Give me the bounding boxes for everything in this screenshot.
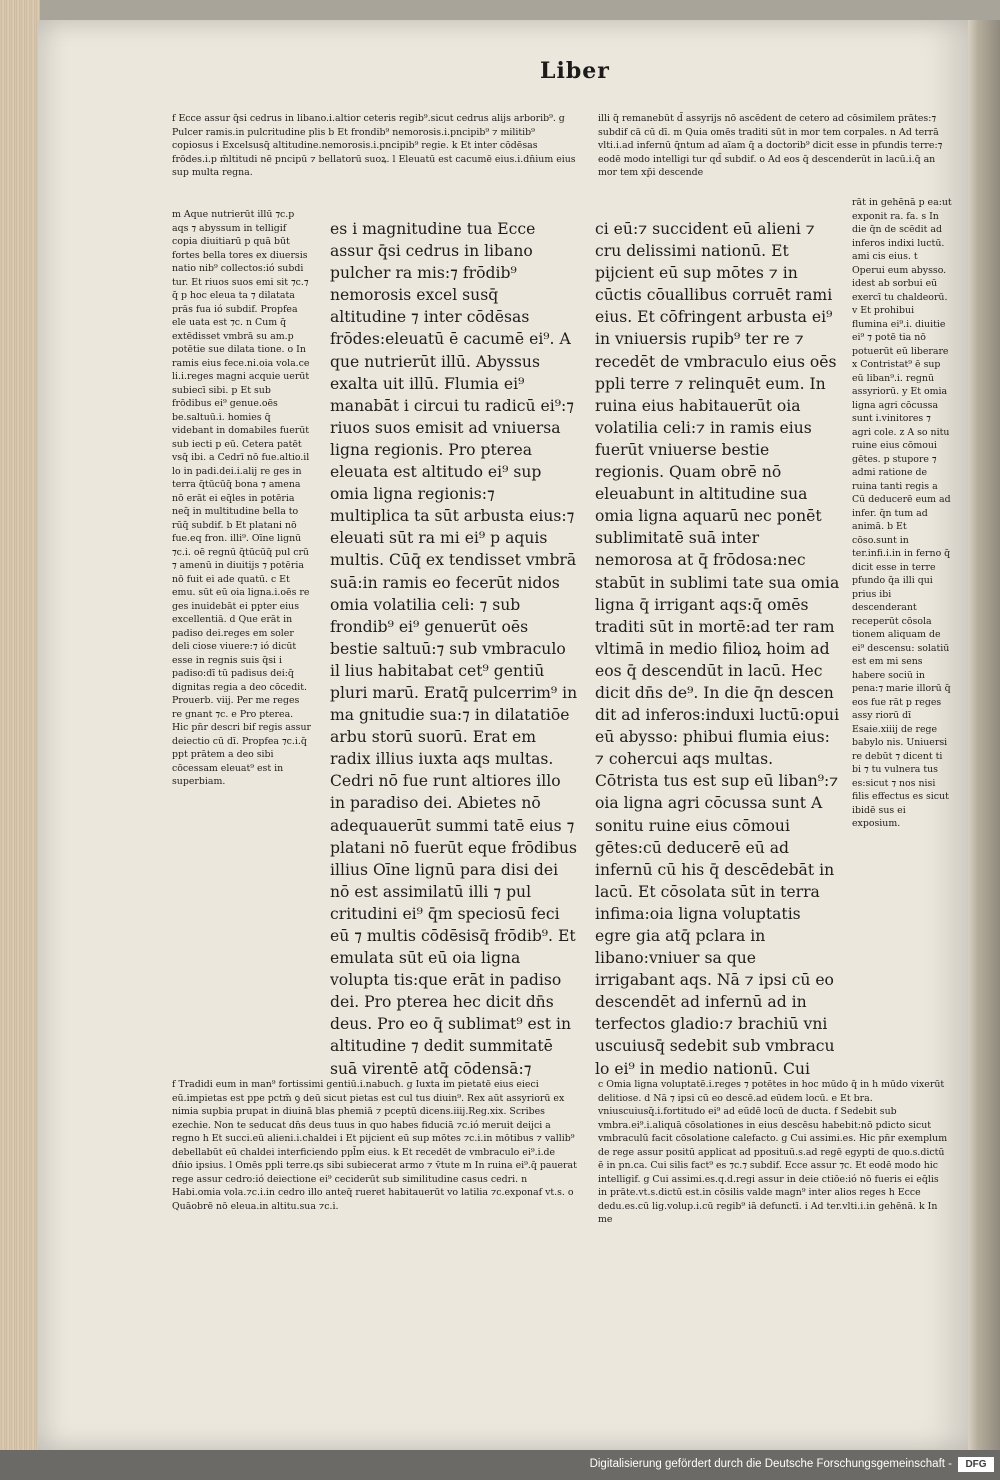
book-gutter-edge (968, 20, 1000, 1450)
gloss-bottom-left: f Tradidi eum in man⁹ fortissimi gentiū.i.nabuch. g Iuxta im pietatē eius eieci eū.impietas est ppe pctm̄ ꝯ deū sicut pietas est cul tus diuin⁹. Rex aūt assyriorū ex nimia supbia prupat in diuinā blas phemiā ⁊ pceptū dicens.iiij.Reg.xix. Scribes ezechie. Non te seducat dn̄s deus tuus in quo habes fiduciā ⁊c.ió meruit deijci a regno h Et succi.eū alieni.i.chaldei i Et pijcient eū sup mōtes ⁊c.i.in mōtibus ⁊ vallib⁹ debellabūt eū chaldei interficiendo ppl̄m eius. k Et recedēt de vmbraculo ei⁹.i.de dn̄io ipsius. l Omēs ppli terre.qs sibi subiecerat armo ⁊ v̄tute m In ruina ei⁹.q̄ pauerat rege assur cedro:ió deiectione ei⁹ ceciderūt sub similitudine casus cedri. n Habi.omia vola.⁊c.i.in cedro illo anteq̄ rueret habitauerūt vo latilia ⁊c.exponaf vt.s. o Quāobrē nō eleua.in altitu.sua ⁊c.i. (172, 1079, 577, 1212)
funding-credit: Digitalisierung gefördert durch die Deutsche Forschungsgemeinschaft - (589, 1458, 952, 1470)
main-text-column-1: es i magnitudine tua Ecce assur q̄si cedrus in libano pulcher ra mis:⁊ frōdib⁹ nemorosis excel susq̄ altitudine ⁊ inter cōdēsas frōdes:eleuatū ē cacumē ei⁹. A que nutrierūt illū. Abyssus exalta uit illū. Flumia ei⁹ manabāt i circui tu radicū ei⁹:⁊ riuos suos emisit ad vniuersa ligna regionis. Pro pterea eleuata est altitudo ei⁹ sup omia ligna regionis:⁊ multiplica ta sūt arbusta eius:⁊ eleuati sūt ra mi ei⁹ p aquis multis. Cūq̄ ex tendisset vmbrā suā:in ramis eo fecerūt nidos omia volatilia celi: ⁊ sub frondib⁹ ei⁹ genuerūt oēs bestie saltuū:⁊ sub vmbraculo il lius habitabat cet⁹ gentiū pluri marū. Eratq̄ pulcerrim⁹ in ma gnitudie sua:⁊ in dilatatiōe arbu storū suorū. Erat em radix illius iuxta aqs multas. Cedri nō fue runt altiores illo in paradiso dei. Abietes nō adequauerūt summi tatē eius ⁊ platani nō fuerūt eque frōdibus illius Oīne lignū para disi dei nō est assimilatū illi ⁊ pul critudini ei⁹ q̄m speciosū feci eū ⁊ multis cōdēsisq̄ frōdib⁹. Et emulata sūt eū oia ligna volupta tis:que erāt in padiso dei. Pro pterea hec dicit dn̄s deus. Pro eo q̄ sublimat⁹ est in altitudine ⁊ dedit summitatē suā virentē atq̄ cōdensā:⁊ (330, 220, 578, 1078)
book-leaf-edges (0, 0, 40, 1450)
gloss-column-right: rāt in gehēnā p ea:ut exponit ra. fa. s In die q̄n de scēdit ad inferos indixi luctū. ami cis eius. t Operui eum abysso. idest ab sorbui eū exercī tu chaldeorū. v Et prohibui flumina ei⁹.i. diuitie ei⁹ ⁊ potē tia nō potuerūt eū liberare x Contristat⁹ ē sup eū liban⁹.i. regnū assyriorū. y Et omia ligna agri cōcussa sunt i.vinitores ⁊ agri cole. z A so nitu ruine eius cōmoui gētes. p stupore ⁊ admi ratione de ruina tanti regis a Cū deducerē eum ad infer. q̄n tum ad animā. b Et cōso.sunt in ter.infi.i.in in ferno q̄ dicit esse in terre pfundo q̄a illi qui prius ibi descenderant receperūt cōsola tionem aliquam de ei⁹ descensu: solatiū est em mi sens habere sociū in pena:⁊ marie illorū q̄ eos fue rāt p reges assy riorū dī Esaie.xiiij de rege babylo nis. Uniuersi re debūt ⁊ dicent ti bi ⁊ tu vulnera tus es:sicut ⁊ nos nisi filis effectus es sicut ibidē sus ei exposium. (852, 197, 952, 829)
main-text-column-2: ci eū:⁊ succident eū alieni ⁊ cru delissimi nationū. Et pijcient eū sup mōtes ⁊ in cūctis cōuallibus corruēt rami eius. Et cōfringent arbusta ei⁹ in vniuersis rupib⁹ ter re ⁊ recedēt de vmbraculo eius oēs ppli terre ⁊ relinquēt eum. In ruina eius habitauerūt oia volatilia celi:⁊ in ramis eius fuerūt vniuerse bestie regionis. Quam obrē nō eleuabunt in altitudine sua omia ligna aquarū nec ponēt sublimitatē suā inter nemorosa at q̄ frōdosa:nec stabūt in sublimi tate sua omia ligna q̄ irrigant aqs:q̄ omēs traditi sūt in mortē:ad ter ram vltimā in medio filioꝝ hoim ad eos q̄ descendūt in lacū. Hec dicit dn̄s de⁹. In die q̄n descen dit ad inferos:induxi luctū:opui eū abysso: phibui flumia eius: ⁊ cohercui aqs multas. Cōtrista tus est sup eū liban⁹:⁊ oia ligna agri cōcussa sunt A sonitu ruine eius cōmoui gētes:cū deducerē eū ad infernū cū his q̄ descēdebāt in lacū. Et cōsolata sūt in terra infima:oia ligna voluptatis egre gia atq̄ pclara in libano:vniuer sa que irrigabant aqs. Nā ⁊ ipsi cū eo descendēt ad infernū ad in terfectos gladio:⁊ brachiū vni uscuiusq̄ sedebit sub vmbracu lo ei⁹ in medio nationū. Cui (595, 220, 840, 1078)
gloss-column-left: m Aque nutrierūt illū ⁊c.p aqs ⁊ abyssum in telligif copia diuitiarū p quā būt fortes bella tores ex diuersis natio nib⁹ collectos:ió subdi tur. Et riuos suos emi sit ⁊c.⁊ q̄ p hoc eleua ta ⁊ dilatata prās fua ió subdif. Propfea ele uata est ⁊c. n Cum q̄ extēdisset vmbrā su am.p potētie sue dilata tione. o In ramis eius fece.ni.oia vola.ce li.i.reges magni acquie uerūt subiecī sibi. p Et sub frōdibus ei⁹ genue.oēs be.saltuū.i. homies q̄ videbant in domabiles fuerūt sub iecti p eū. Cetera patēt vsq̄ ibi. a Cedrī nō fue.altio.il lo in padi.dei.i.alij re ges in terra q̄tūcūq̄ bona ⁊ amena nō erāt ei eq̄les in potēria neq̄ in multitudine bella to rūq̄ subdif. b Et platani nō fue.eq fron. illi⁹. Oīne lignū ⁊c.i. oē regnū q̄tūcūq̄ pul crū ⁊ amenū in diuitijs ⁊ potēria nō fuit ei ade quatū. c Et emu. sūt eū oia ligna.i.oēs re ges inuidebāt ei ppter eius excellentiā. d Que erāt in padiso dei.reges em soler deli ciose viuere:⁊ ió dicūt esse in regnis suis q̄si i padiso:dī tū padisus dei:q̄ dignitas regia a deo cōcedit. Prouerb. viij. Per me reges re gnant ⁊c. e Pro pterea. Hic pn̄r descri bif regis assur deiectio cū dī. Propfea ⁊c.i.q̄ ppt prātem a deo sibi cōcessam eleuat⁹ est in superbiam. (172, 209, 311, 787)
gloss-top-left: f Ecce assur q̄si cedrus in libano.i.altior ceteris regib⁹.sicut cedrus alijs arborib⁹. g Pulcer ramis.in pulcritudine plis b Et frondib⁹ nemorosis.i.pncipib⁹ ⁊ militib⁹ copiosus i Excelsusq̄ altitudine.nemorosis.i.pncipib⁹ regie. k Et inter cōdēsas frōdes.i.p m̄ltitudi nē pncipū ⁊ bellatorū suoꝝ. l Eleuatū est cacumē eius.i.dn̄ium eius sup multa regna. (172, 113, 576, 178)
dfg-logo-badge: DFG (958, 1457, 994, 1472)
viewer-footer (0, 1450, 1000, 1480)
running-head: Liber (540, 58, 610, 84)
gloss-bottom-right: c Omia ligna voluptatē.i.reges ⁊ potētes in hoc mūdo q̄ in h mūdo vixerūt delitiose. d Nā ⁊ ipsi cū eo descē.ad eūdem locū. e Et bra. vniuscuiusq̄.i.fortitudo ei⁹ ad eūdē locū de ducta. f Sedebit sub vmbra.ei⁹.i.aliquā cōsolationes in eius descēsu habebit:nō pdicto sicut vmbraculū facit cōsolatione calefacto. g Cui assimi.es. Hic pn̄r exemplum de rege assur positū applicat ad pposituū.s.ad regē egypti de quo.s.dictū ē in pn.ca. Cui silis fact⁹ es ⁊c.⁊ subdif. Ecce assur ⁊c. Et eodē modo hic intelligif. g Cui assimi.es.q.d.regi assur in deie ctiōe:ió nō fueris ei eq̄lis in prāte.vt.s.dictū est.in cōsilis valde magn⁹ inter alios reges h Ecce dedu.es.cū lig.volup.i.cū regib⁹ iā defunctī. i Ad ter.vlti.i.in gehēnā. k In me (598, 1079, 948, 1225)
gloss-top-right: illi q̄ remanebūt d̄ assyrijs nō ascēdent de cetero ad cōsimilem prātes:⁊ subdif cā cū dī. m Quia omēs traditi sūt in mor tem corpales. n Ad terrā vlti.i.ad infernū q̄ntum ad aīam q̄ a doctorib⁹ dicit esse in pfundis terre:⁊ eodē modo intelligi tur qd̄ subdif. o Ad eos q̄ descenderūt in lacū.i.q̄ an mor tem xp̄i descende (598, 113, 943, 178)
